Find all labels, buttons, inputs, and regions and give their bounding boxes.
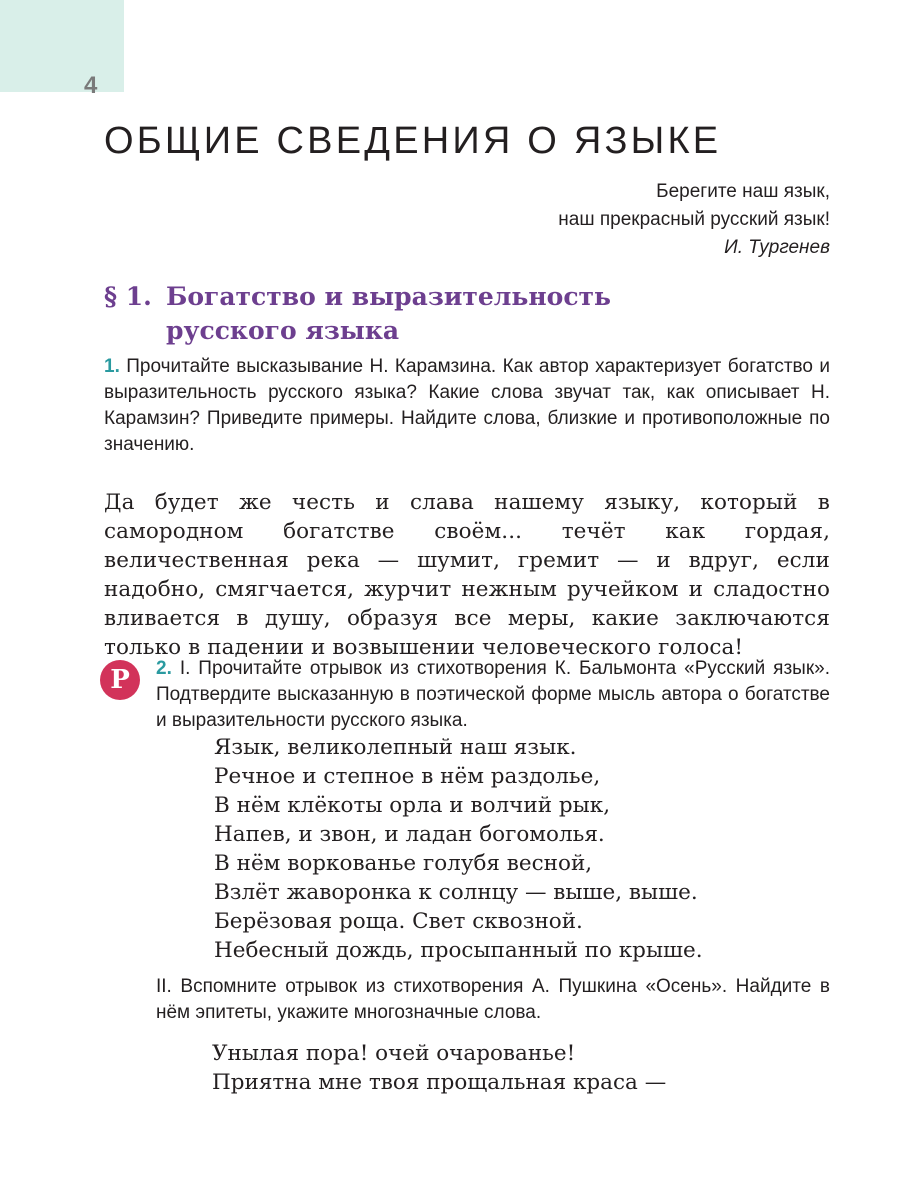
page-number: 4 bbox=[84, 72, 98, 99]
corner-tab-decoration bbox=[0, 0, 124, 92]
karamzin-quote: Да будет же честь и слава нашему языку, который в самородном богатстве своём... течёт как гордая, величественная река — шумит, гремит — и вдруг, если надобно, смягчается, журчит нежным ручейком и сладостно вливается в душу, образуя все меры, какие заключаются только в падении и возвышении человеческого голоса! bbox=[104, 490, 830, 660]
poem-line: В нём воркованье голубя весной, bbox=[214, 851, 593, 876]
section-number: § 1. bbox=[104, 282, 152, 311]
task-2-part-1 bbox=[156, 656, 830, 734]
section-title-line2: русского языка bbox=[166, 316, 400, 345]
chapter-title: ОБЩИЕ СВЕДЕНИЯ О ЯЗЫКЕ bbox=[104, 120, 722, 162]
pushkin-poem bbox=[212, 1039, 666, 1097]
task-text: Прочитайте высказывание Н. Карамзина. Как автор характеризует богатство и выразительность русского языка? Какие слова звучат так, как описывает Н. Карамзин? Приведите примеры. Найдите слова, близкие и противоположные по значению. bbox=[104, 356, 830, 455]
task-2-part-2: II. Вспомните отрывок из стихотворения А. Пушкина «Осень». Найдите в нём эпитеты, укажите многозначные слова. bbox=[156, 976, 830, 1023]
section-title-line1: Богатство и выразительность bbox=[166, 282, 612, 311]
poem-line: Приятна мне твоя прощальная краса — bbox=[212, 1070, 667, 1095]
poem-line: В нём клёкоты орла и волчий рык, bbox=[214, 793, 611, 818]
poem-line: Унылая пора! очей очарованье! bbox=[212, 1041, 576, 1066]
poem-line: Взлёт жаворонка к солнцу — выше, выше. bbox=[214, 880, 698, 905]
poem-line: Небесный дождь, просыпанный по крыше. bbox=[214, 938, 703, 963]
task-number: 1. bbox=[104, 356, 120, 377]
epigraph-line: Берегите наш язык, bbox=[656, 181, 830, 202]
poem-line: Язык, великолепный наш язык. bbox=[214, 735, 577, 760]
epigraph bbox=[558, 178, 830, 262]
task-text: I. Прочитайте отрывок из стихотворения К. Бальмонта «Русский язык». Подтвердите высказанную в поэтической форме мысль автора о богатстве и выразительности русского языка. bbox=[156, 658, 831, 731]
task-number: 2. bbox=[156, 658, 172, 679]
poem-line: Речное и степное в нём раздолье, bbox=[214, 764, 601, 789]
epigraph-author: И. Тургенев bbox=[724, 237, 830, 258]
balmont-poem bbox=[214, 733, 703, 965]
section-title bbox=[104, 280, 611, 348]
poem-line: Берёзовая роща. Свет сквозной. bbox=[214, 909, 583, 934]
task-1 bbox=[104, 354, 830, 458]
epigraph-line: наш прекрасный русский язык! bbox=[558, 209, 830, 230]
r-badge-icon: Р bbox=[100, 660, 140, 700]
poem-line: Напев, и звон, и ладан богомолья. bbox=[214, 822, 605, 847]
